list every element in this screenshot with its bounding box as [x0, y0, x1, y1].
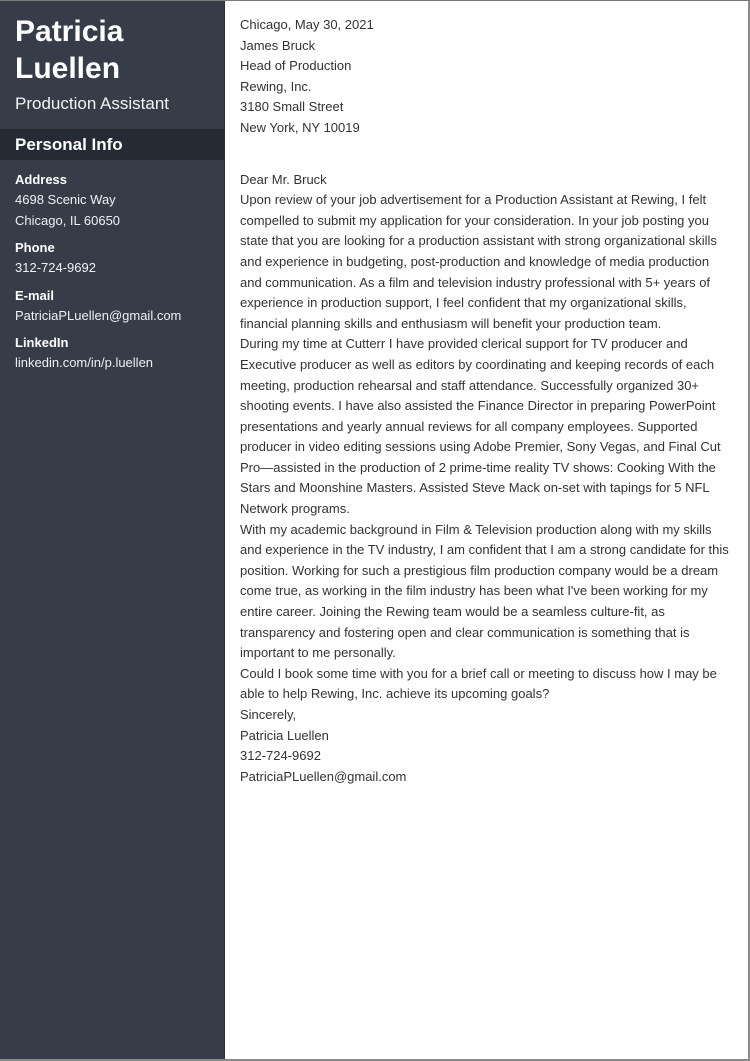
paragraph-3: With my academic background in Film & Television production along with my skills and experience in the TV industry, I am confident that I am a strong candidate for this position. Working for such a prestigious film production company would be a dream come true, as working in the film industry has been what I've been working for my entire career. Joining the Rewing team would be a seamless culture-fit, as transparency and fostering open and clear communication is something that is important to me personally.	[240, 521, 729, 661]
paragraph-4: Could I book some time with you for a brief call or meeting to discuss how I may be able to help Rewing, Inc. achieve its upcoming goals?	[240, 665, 717, 702]
applicant-first-name: Patricia	[15, 15, 124, 48]
email-value: PatriciaPLuellen@gmail.com	[15, 307, 182, 323]
sidebar	[0, 1, 225, 1059]
closing: Sincerely,	[240, 707, 297, 722]
personal-info-header	[0, 129, 224, 160]
recipient-city: New York, NY 10019	[240, 119, 360, 135]
recipient-company: Rewing, Inc.	[240, 78, 312, 94]
applicant-job-title: Production Assistant	[15, 94, 170, 113]
address-line-1: 4698 Scenic Way	[15, 192, 116, 207]
address-group	[15, 170, 209, 231]
signature-block	[240, 726, 733, 788]
recipient-name: James Bruck	[240, 37, 316, 53]
address-label: Address	[15, 172, 68, 187]
section-title: Personal Info	[15, 134, 123, 154]
recipient-title: Head of Production	[240, 58, 352, 74]
address-line-2: Chicago, IL 60650	[15, 212, 121, 228]
linkedin-value: linkedin.com/in/p.luellen	[15, 355, 154, 370]
signature-name: Patricia Luellen	[240, 727, 329, 743]
email-group	[15, 286, 209, 327]
linkedin-label: LinkedIn	[15, 335, 69, 350]
applicant-last-name: Luellen	[15, 52, 121, 85]
signature-phone: 312-724-9692	[240, 748, 321, 764]
recipient-street: 3180 Small Street	[240, 99, 344, 115]
personal-info	[0, 160, 224, 374]
letter-date: Chicago, May 30, 2021	[240, 17, 374, 32]
signature-email: PatriciaPLuellen@gmail.com	[240, 768, 407, 784]
phone-label: Phone	[15, 240, 55, 255]
paragraph-1: Upon review of your job advertisement for a Production Assistant at Rewing, I felt compelled to submit my application for your consideration. In your job posting you state that you are looking for a production assistant with strong organizational skills and experience in budgeting, post-production and knowledge of media production and communication. As a film and television industry professional with 5+ years of experience in production support, I feel confident that my organizational skills, financial planning skills and enthusiasm will benefit your production team.	[240, 192, 717, 331]
email-label: E-mail	[15, 287, 55, 303]
linkedin-group	[15, 333, 209, 374]
paragraph-2: During my time at Cutterr I have provided clerical support for TV producer and Executive producer as well as editors by coordinating and keeping records of each meeting, production rehearsal and staff attendance. Successfully organized 30+ shooting events. I have also assisted the Finance Director in preparing PowerPoint presentations and yearly annual reviews for all company employees. Supported producer in video editing sessions using Adobe Premier, Sony Vegas, and Final Cut Pro—assisted in the production of 2 prime-time reality TV shows: Cooking With the Stars and Moonshine Masters. Assisted Steve Mack on-set with tapings for 5 NFL Network programs.	[240, 336, 721, 517]
applicant-name	[0, 1, 224, 87]
recipient-block	[240, 36, 733, 139]
salutation: Dear Mr. Bruck	[240, 171, 327, 187]
letter-body	[225, 1, 748, 1059]
phone-value: 312-724-9692	[15, 260, 96, 275]
phone-group	[15, 238, 209, 279]
